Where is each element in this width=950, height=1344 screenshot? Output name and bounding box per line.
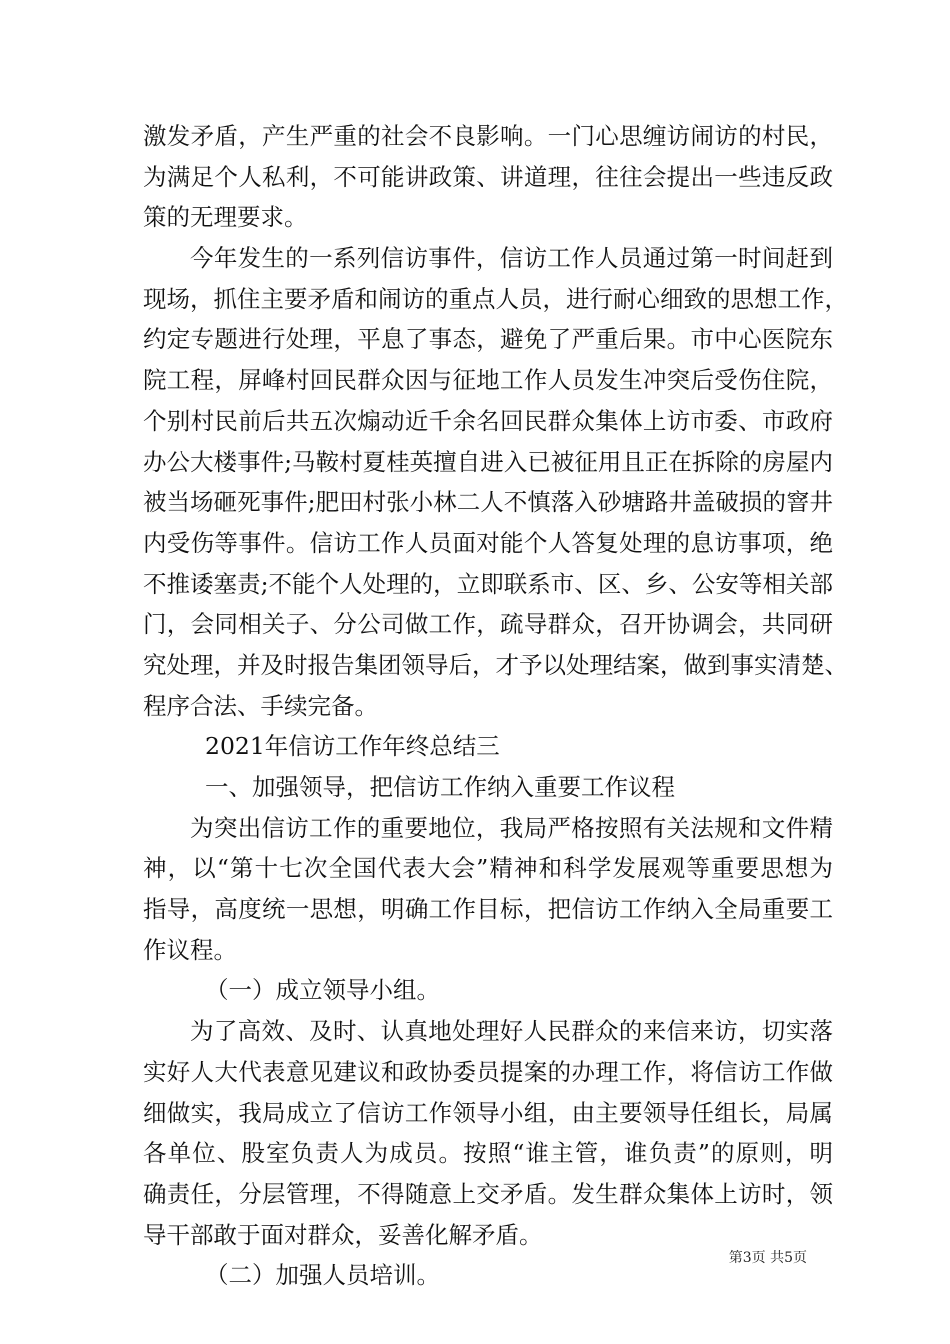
paragraph-line: 现场，抓住主要矛盾和闹访的重点人员，进行耐心细致的思想工作， [143,284,848,313]
paragraph-line: 被当场砸死事件;肥田村张小林二人不慎落入砂塘路井盖破损的窨井 [143,488,833,517]
section-title: 2021年信访工作年终总结三 [205,732,500,761]
paragraph-line: 导干部敢于面对群众，妥善化解矛盾。 [143,1220,543,1249]
subsection-heading: （二）加强人员培训。 [205,1261,440,1290]
document-body [143,116,848,1296]
paragraph-line: 今年发生的一系列信访事件，信访工作人员通过第一时间赶到 [190,244,833,273]
paragraph-line: 确责任，分层管理，不得随意上交矛盾。发生群众集体上访时，领 [143,1179,833,1208]
paragraph-line: 门，会同相关子、分公司做工作，疏导群众，召开协调会，共同研 [143,610,833,639]
paragraph-line: 激发矛盾，产生严重的社会不良影响。一门心思缠访闹访的村民， [143,122,833,150]
paragraph-line: 为满足个人私利，不可能讲政策、讲道理，往往会提出一些违反政 [143,162,833,191]
paragraph-line: 内受伤等事件。信访工作人员面对能个人答复处理的息访事项，绝 [143,528,833,557]
section-heading: 一、加强领导，把信访工作纳入重要工作议程 [205,773,675,801]
paragraph-line: 实好人大代表意见建议和政协委员提案的办理工作，将信访工作做 [143,1057,833,1086]
paragraph-line: 办公大楼事件;马鞍村夏桂英擅自进入已被征用且正在拆除的房屋内 [143,447,833,476]
paragraph-line: 为了高效、及时、认真地处理好人民群众的来信来访，切实落 [190,1017,833,1046]
paragraph-line: 各单位、股室负责人为成员。按照“谁主管，谁负责”的原则，明 [143,1139,833,1168]
paragraph-line: 指导，高度统一思想，明确工作目标，把信访工作纳入全局重要工 [143,895,833,924]
paragraph-line: 策的无理要求。 [143,203,308,232]
paragraph-line: 不推诿塞责;不能个人处理的，立即联系市、区、乡、公安等相关部 [143,569,833,598]
paragraph-line: 程序合法、手续完备。 [143,691,378,720]
paragraph-line: 院工程，屏峰村回民群众因与征地工作人员发生冲突后受伤住院， [143,366,833,395]
paragraph-line: 神，以“第十七次全国代表大会”精神和科学发展观等重要思想为 [143,854,833,883]
subsection-heading: （一）成立领导小组。 [205,976,440,1005]
page-number: 第3页 共5页 [728,1250,807,1266]
paragraph-line: 为突出信访工作的重要地位，我局严格按照有关法规和文件精 [190,813,833,842]
paragraph-line: 作议程。 [143,935,237,964]
paragraph-line: 究处理，并及时报告集团领导后，才予以处理结案，做到事实清楚、 [143,650,848,679]
paragraph-line: 细做实，我局成立了信访工作领导小组，由主要领导任组长，局属 [143,1098,833,1127]
paragraph-line: 约定专题进行处理，平息了事态，避免了严重后果。市中心医院东 [143,325,833,354]
paragraph-line: 个别村民前后共五次煽动近千余名回民群众集体上访市委、市政府 [143,406,833,435]
